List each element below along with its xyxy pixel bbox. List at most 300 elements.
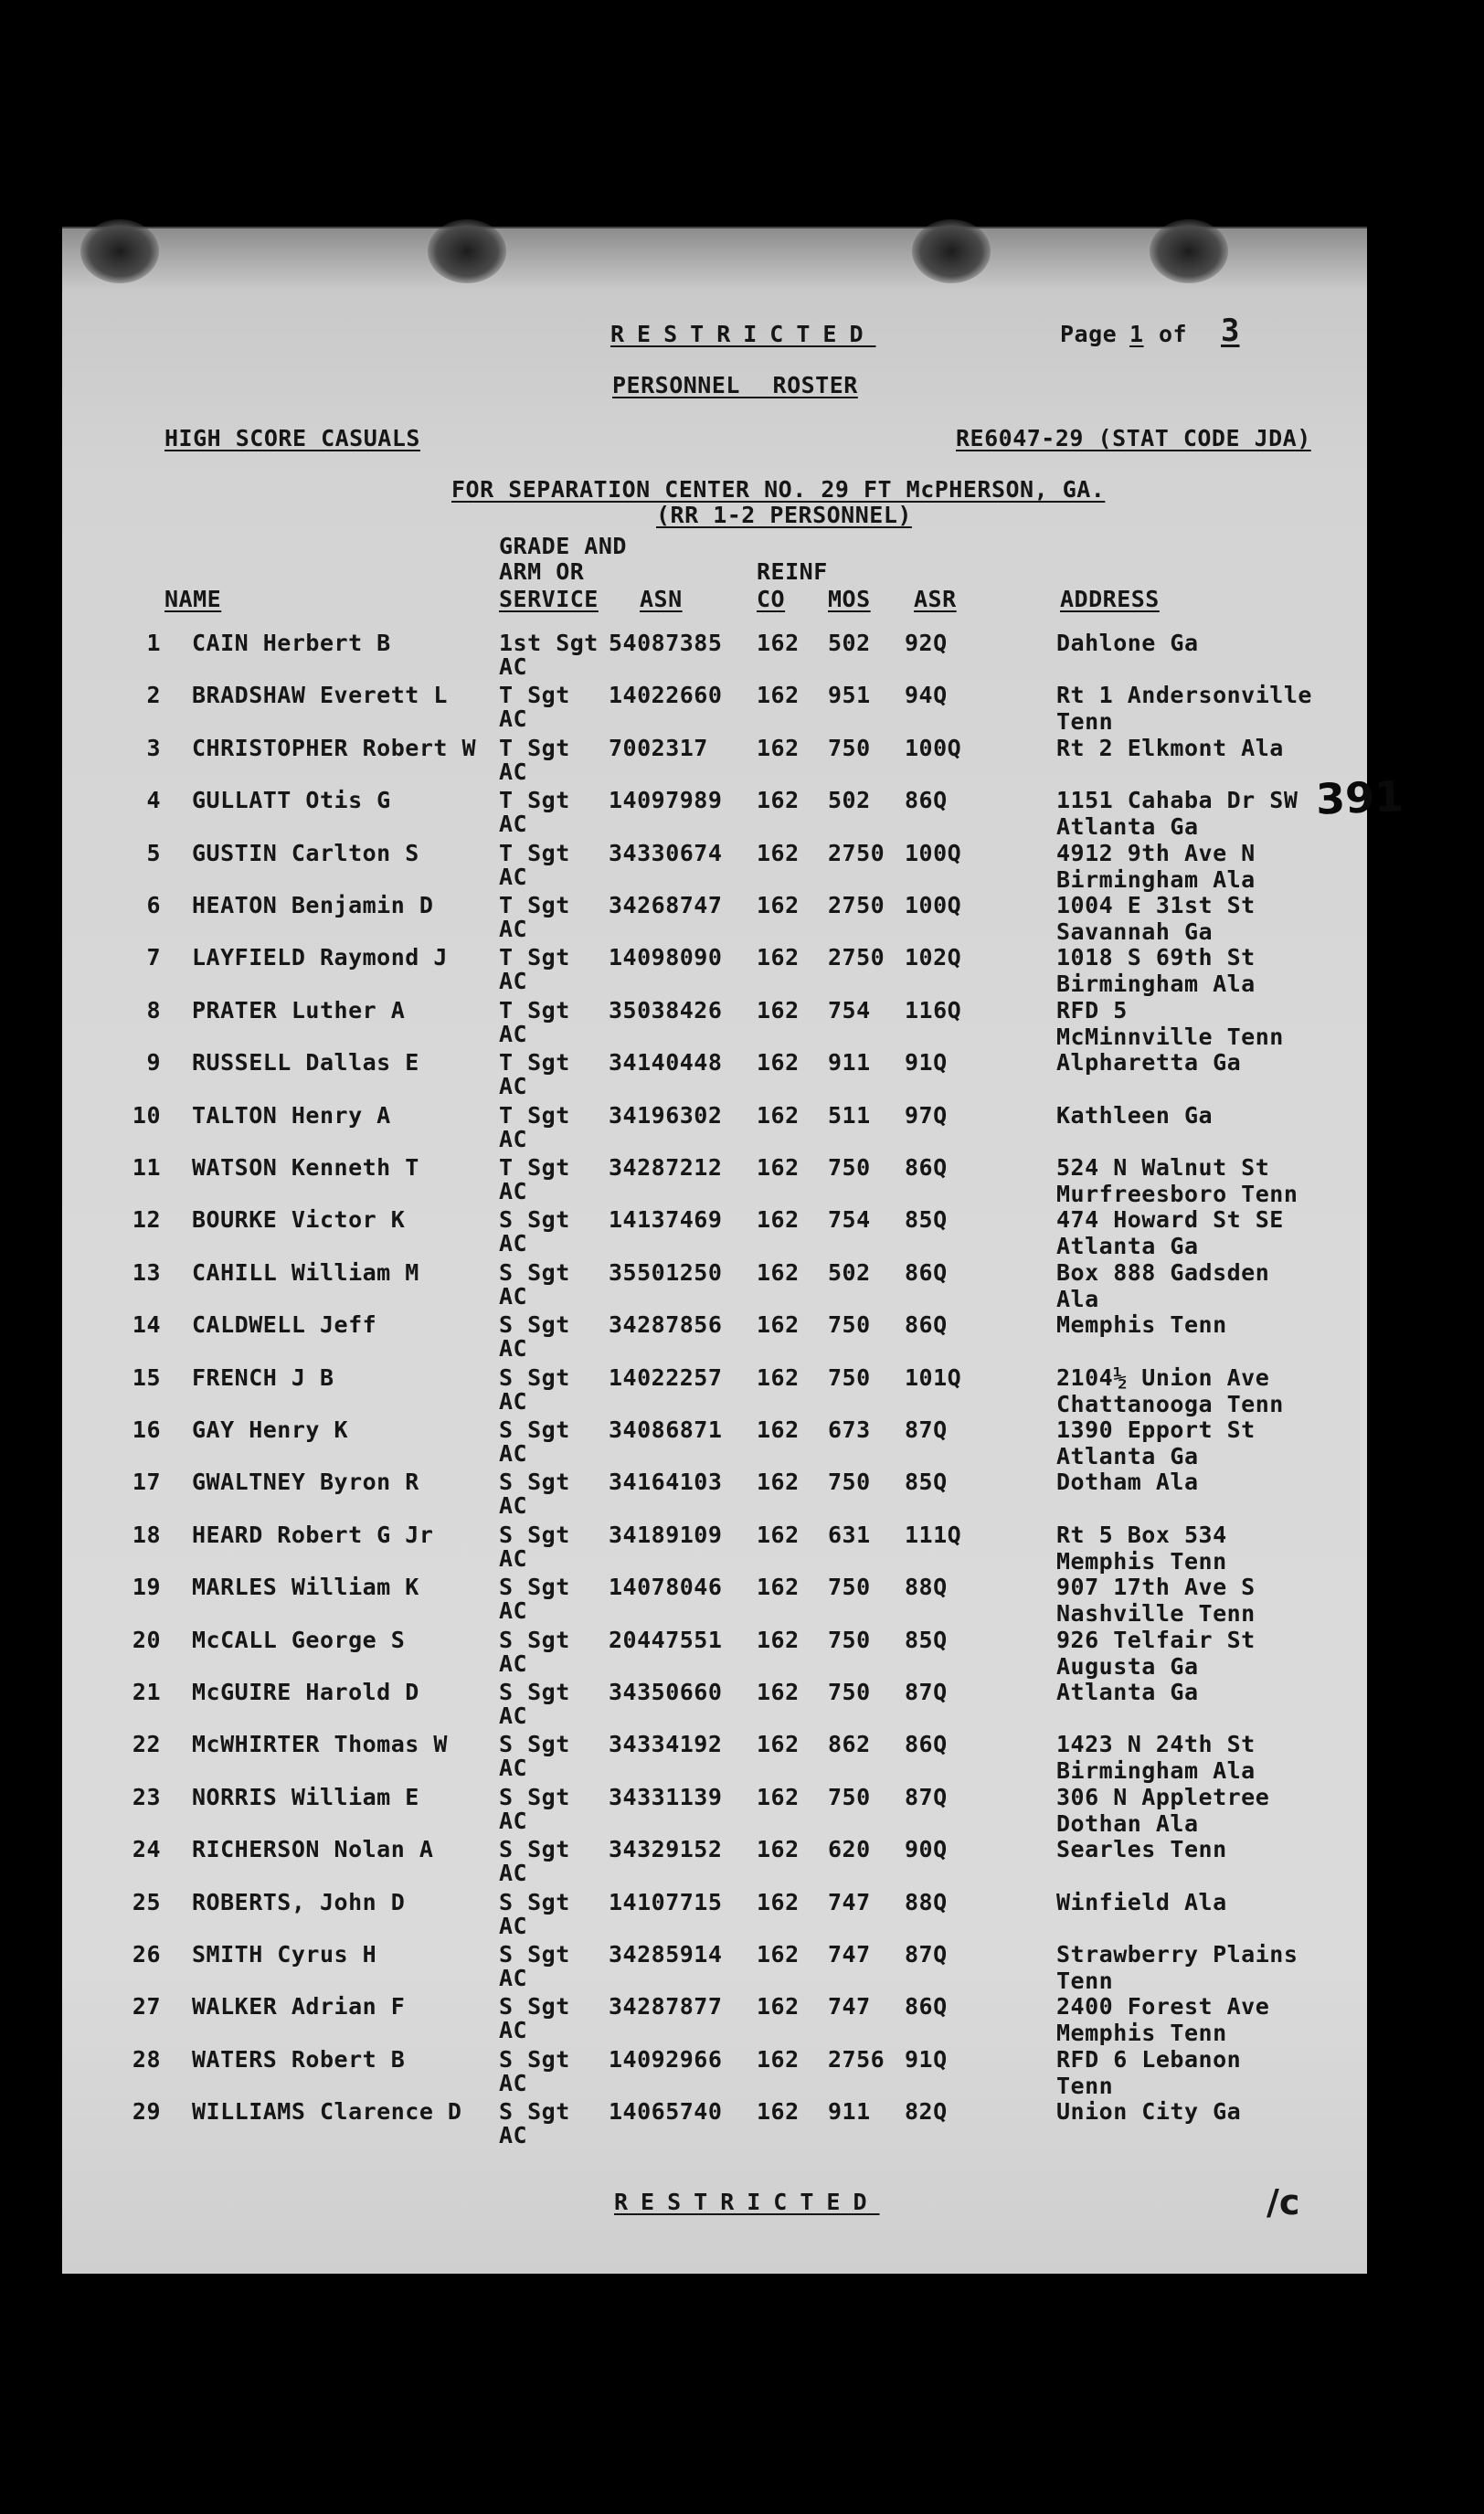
table-row [62, 945, 1367, 998]
row-arm: AC [499, 1912, 528, 1939]
separation-center: FOR SEPARATION CENTER NO. 29 FT McPHERSON, GA. [451, 476, 1106, 503]
row-address-line1: 1390 Epport St [1056, 1416, 1256, 1443]
row-grade: T Sgt [499, 1101, 570, 1129]
row-co: 162 [757, 996, 800, 1024]
row-address-line1: 907 17th Ave S [1056, 1574, 1256, 1601]
table-row [62, 1575, 1367, 1628]
row-name: RUSSELL Dallas E [192, 1049, 419, 1077]
row-address-line1: 306 N Appletree [1056, 1783, 1270, 1810]
row-asn: 14078046 [609, 1574, 723, 1601]
row-number: 16 [132, 1416, 161, 1443]
row-grade: T Sgt [499, 892, 570, 918]
row-grade: S Sgt [499, 1626, 570, 1653]
row-co: 162 [757, 1783, 800, 1810]
row-address-line1: Box 888 Gadsden [1056, 1258, 1270, 1286]
table-row [62, 1155, 1367, 1208]
row-address-line2: Birmingham Ala [1056, 865, 1256, 893]
row-co: 162 [757, 2045, 800, 2073]
col-grade-line2: ARM OR [499, 558, 585, 585]
row-number: 20 [132, 1626, 161, 1653]
row-arm: AC [499, 1860, 528, 1887]
row-name: McCALL George S [192, 1626, 406, 1653]
row-asn: 54087385 [609, 630, 723, 656]
row-address-line2: Dothan Ala [1056, 1809, 1199, 1837]
row-arm: AC [499, 1649, 528, 1677]
row-address-line2: Augusta Ga [1056, 1652, 1199, 1680]
row-arm: AC [499, 863, 528, 890]
row-mos: 673 [828, 1416, 871, 1443]
row-asn: 20447551 [609, 1626, 723, 1653]
row-grade: S Sgt [499, 1836, 570, 1863]
row-arm: AC [499, 758, 528, 785]
row-name: SMITH Cyrus H [192, 1941, 377, 1968]
row-number: 23 [132, 1783, 161, 1810]
row-mos: 750 [828, 734, 871, 761]
row-asn: 34287877 [609, 1993, 723, 2021]
row-mos: 2756 [828, 2045, 885, 2073]
row-arm: AC [499, 1230, 528, 1257]
table-row [62, 2047, 1367, 2100]
row-name: LAYFIELD Raymond J [192, 944, 448, 971]
row-mos: 502 [828, 630, 871, 656]
row-grade: S Sgt [499, 1416, 570, 1443]
row-co: 162 [757, 1521, 800, 1548]
row-name: GULLATT Otis G [192, 787, 391, 814]
row-address-line2: Nashville Tenn [1056, 1600, 1256, 1628]
row-asr: 87Q [905, 1941, 948, 1968]
row-asr: 87Q [905, 1679, 948, 1705]
row-name: McGUIRE Harold D [192, 1679, 419, 1705]
row-number: 28 [132, 2045, 161, 2073]
row-address-line1: 1423 N 24th St [1056, 1731, 1256, 1758]
row-asr: 86Q [905, 1311, 948, 1339]
row-grade: S Sgt [499, 1521, 570, 1548]
row-address-line2: McMinnville Tenn [1056, 1023, 1284, 1050]
row-grade: S Sgt [499, 1363, 570, 1391]
row-co: 162 [757, 1416, 800, 1443]
row-grade: S Sgt [499, 1311, 570, 1339]
row-arm: AC [499, 916, 528, 942]
table-row [62, 1417, 1367, 1470]
row-number: 11 [132, 1154, 161, 1181]
row-address-line2: Atlanta Ga [1056, 813, 1199, 841]
row-number: 29 [132, 2098, 161, 2126]
row-address-line2: Memphis Tenn [1056, 2020, 1227, 2047]
row-co: 162 [757, 1574, 800, 1601]
row-number: 9 [146, 1049, 161, 1077]
row-asn: 14098090 [609, 944, 723, 971]
handwritten-mark: /c [1267, 2182, 1300, 2222]
row-name: FRENCH J B [192, 1363, 334, 1391]
row-mos: 620 [828, 1836, 871, 1863]
row-address-line2: Savannah Ga [1056, 918, 1214, 945]
row-name: CALDWELL Jeff [192, 1311, 377, 1339]
table-row [62, 2099, 1367, 2152]
row-address-line1: 2400 Forest Ave [1056, 1993, 1270, 2021]
punch-hole [80, 219, 159, 283]
row-number: 26 [132, 1941, 161, 1968]
punch-hole [912, 219, 991, 283]
row-number: 3 [146, 734, 161, 761]
row-mos: 747 [828, 1993, 871, 2021]
row-address-line1: Memphis Tenn [1056, 1311, 1227, 1339]
row-address-line2: Memphis Tenn [1056, 1547, 1227, 1575]
row-address-line2: Birmingham Ala [1056, 1757, 1256, 1785]
row-co: 162 [757, 892, 800, 918]
row-arm: AC [499, 1335, 528, 1363]
row-name: GUSTIN Carlton S [192, 839, 419, 866]
row-number: 14 [132, 1311, 161, 1339]
table-row [62, 1312, 1367, 1365]
row-number: 18 [132, 1521, 161, 1548]
row-grade: S Sgt [499, 1993, 570, 2021]
row-number: 24 [132, 1836, 161, 1863]
row-asn: 14022257 [609, 1363, 723, 1391]
row-address-line2: Tenn [1056, 2072, 1114, 2099]
row-address-line1: Dotham Ala [1056, 1469, 1199, 1496]
row-grade: S Sgt [499, 1941, 570, 1968]
row-address-line1: 926 Telfair St [1056, 1626, 1256, 1653]
row-co: 162 [757, 1101, 800, 1129]
row-asn: 35501250 [609, 1258, 723, 1286]
row-asn: 34189109 [609, 1521, 723, 1548]
row-mos: 631 [828, 1521, 871, 1548]
row-asn: 34287212 [609, 1154, 723, 1181]
row-number: 25 [132, 1888, 161, 1915]
row-co: 162 [757, 734, 800, 761]
row-number: 21 [132, 1679, 161, 1705]
row-name: HEATON Benjamin D [192, 892, 434, 918]
row-mos: 750 [828, 1311, 871, 1339]
row-address-line1: Searles Tenn [1056, 1836, 1227, 1863]
row-arm: AC [499, 1440, 528, 1467]
row-co: 162 [757, 1311, 800, 1339]
row-address-line1: 2104½ Union Ave [1056, 1363, 1270, 1391]
row-number: 27 [132, 1993, 161, 2021]
row-asr: 102Q [905, 944, 962, 971]
row-co: 162 [757, 682, 800, 709]
row-mos: 862 [828, 1731, 871, 1758]
row-address-line1: 1018 S 69th St [1056, 944, 1256, 971]
table-row [62, 1680, 1367, 1733]
row-asn: 34350660 [609, 1679, 723, 1705]
table-row [62, 788, 1367, 841]
row-asr: 82Q [905, 2098, 948, 2126]
row-mos: 747 [828, 1941, 871, 1968]
row-name: PRATER Luther A [192, 996, 406, 1024]
row-asr: 116Q [905, 996, 962, 1024]
classification-footer: RESTRICTED [614, 2189, 880, 2215]
row-asr: 86Q [905, 787, 948, 814]
row-co: 162 [757, 2098, 800, 2126]
row-address-line2: Murfreesboro Tenn [1056, 1181, 1298, 1207]
row-co: 162 [757, 944, 800, 971]
row-address-line1: 474 Howard St SE [1056, 1206, 1284, 1234]
row-co: 162 [757, 1679, 800, 1705]
row-asn: 34196302 [609, 1101, 723, 1129]
stamped-number: 391 [1315, 771, 1404, 824]
row-address-line1: Alpharetta Ga [1056, 1049, 1242, 1077]
classification-header: RESTRICTED [610, 321, 876, 347]
table-row [62, 1103, 1367, 1156]
row-arm: AC [499, 653, 528, 680]
table-row [62, 631, 1367, 684]
row-arm: AC [499, 1020, 528, 1047]
row-address-line1: Rt 2 Elkmont Ala [1056, 734, 1284, 761]
row-number: 8 [146, 996, 161, 1024]
row-mos: 747 [828, 1888, 871, 1915]
row-name: WATSON Kenneth T [192, 1154, 419, 1181]
row-address-line1: Kathleen Ga [1056, 1101, 1214, 1129]
row-address-line1: Dahlone Ga [1056, 630, 1199, 656]
row-asr: 90Q [905, 1836, 948, 1863]
table-row [62, 1050, 1367, 1103]
row-arm: AC [499, 1755, 528, 1782]
row-grade: T Sgt [499, 1154, 570, 1181]
row-arm: AC [499, 1965, 528, 1991]
col-name: NAME [164, 586, 222, 612]
row-asr: 101Q [905, 1363, 962, 1391]
punch-hole [428, 219, 506, 283]
row-asn: 34086871 [609, 1416, 723, 1443]
roster-title: PERSONNEL ROSTER [612, 372, 858, 398]
row-mos: 911 [828, 1049, 871, 1077]
row-mos: 750 [828, 1363, 871, 1391]
row-grade: S Sgt [499, 1731, 570, 1758]
row-address-line1: Strawberry Plains [1056, 1941, 1298, 1968]
row-grade: S Sgt [499, 1783, 570, 1810]
row-co: 162 [757, 1731, 800, 1758]
row-grade: T Sgt [499, 787, 570, 814]
row-asn: 34287856 [609, 1311, 723, 1339]
row-asr: 87Q [905, 1783, 948, 1810]
row-address-line2: Atlanta Ga [1056, 1233, 1199, 1260]
table-row [62, 998, 1367, 1051]
col-service: SERVICE [499, 586, 599, 612]
row-asn: 34164103 [609, 1469, 723, 1496]
row-asn: 7002317 [609, 734, 708, 761]
row-mos: 754 [828, 996, 871, 1024]
row-name: CAHILL William M [192, 1258, 419, 1286]
row-asr: 85Q [905, 1206, 948, 1234]
row-arm: AC [499, 2069, 528, 2096]
row-asn: 14065740 [609, 2098, 723, 2126]
row-asr: 86Q [905, 1154, 948, 1181]
row-asr: 85Q [905, 1626, 948, 1653]
row-co: 162 [757, 1049, 800, 1077]
row-address-line1: RFD 6 Lebanon [1056, 2045, 1242, 2073]
row-address-line1: Atlanta Ga [1056, 1679, 1199, 1705]
row-co: 162 [757, 1363, 800, 1391]
roster-page [62, 227, 1404, 2274]
row-arm: AC [499, 968, 528, 995]
row-arm: AC [499, 1807, 528, 1834]
row-grade: T Sgt [499, 734, 570, 761]
row-arm: AC [499, 1125, 528, 1152]
punch-hole [1150, 219, 1228, 283]
row-name: BOURKE Victor K [192, 1206, 406, 1234]
row-asr: 86Q [905, 1258, 948, 1286]
col-grade-line1: GRADE AND [499, 533, 627, 559]
page-label: Page [1060, 321, 1118, 347]
table-row [62, 1837, 1367, 1890]
row-asn: 14022660 [609, 682, 723, 709]
row-mos: 502 [828, 1258, 871, 1286]
row-name: McWHIRTER Thomas W [192, 1731, 448, 1758]
row-co: 162 [757, 839, 800, 866]
row-name: RICHERSON Nolan A [192, 1836, 434, 1863]
row-mos: 911 [828, 2098, 871, 2126]
row-asr: 97Q [905, 1101, 948, 1129]
row-asn: 14097989 [609, 787, 723, 814]
row-address-line1: 524 N Walnut St [1056, 1154, 1270, 1181]
row-name: MARLES William K [192, 1574, 419, 1601]
row-asr: 100Q [905, 734, 962, 761]
row-co: 162 [757, 1836, 800, 1863]
row-address-line2: Ala [1056, 1285, 1099, 1312]
page-total: 3 [1221, 313, 1240, 349]
row-address-line2: Birmingham Ala [1056, 971, 1256, 998]
row-name: CHRISTOPHER Robert W [192, 734, 477, 761]
row-number: 2 [146, 682, 161, 709]
col-mos: MOS [828, 586, 871, 612]
row-arm: AC [499, 705, 528, 733]
col-asn: ASN [640, 586, 683, 612]
row-address-line1: RFD 5 [1056, 996, 1128, 1024]
row-name: ROBERTS, John D [192, 1888, 406, 1915]
row-asr: 94Q [905, 682, 948, 709]
row-mos: 502 [828, 787, 871, 814]
col-reinf: REINF [757, 558, 828, 585]
page-of: of [1159, 321, 1188, 347]
table-row [62, 1890, 1367, 1943]
row-name: WALKER Adrian F [192, 1993, 406, 2021]
row-address-line1: Winfield Ala [1056, 1888, 1227, 1915]
row-name: TALTON Henry A [192, 1101, 391, 1129]
table-row [62, 1469, 1367, 1522]
row-mos: 750 [828, 1469, 871, 1496]
row-co: 162 [757, 787, 800, 814]
row-number: 6 [146, 892, 161, 918]
row-grade: 1st Sgt [499, 630, 599, 656]
row-number: 19 [132, 1574, 161, 1601]
row-grade: S Sgt [499, 1206, 570, 1234]
table-row [62, 1207, 1367, 1260]
row-arm: AC [499, 1073, 528, 1100]
row-grade: S Sgt [499, 1679, 570, 1705]
row-arm: AC [499, 1282, 528, 1310]
col-asr: ASR [914, 586, 957, 612]
page-number: 1 [1129, 321, 1144, 347]
row-address-line2: Tenn [1056, 1968, 1114, 1994]
row-asn: 34329152 [609, 1836, 723, 1863]
row-arm: AC [499, 2017, 528, 2044]
row-mos: 750 [828, 1626, 871, 1653]
col-address: ADDRESS [1060, 586, 1160, 612]
row-address-line1: Rt 5 Box 534 [1056, 1521, 1227, 1548]
row-asr: 100Q [905, 892, 962, 918]
row-number: 13 [132, 1258, 161, 1286]
row-co: 162 [757, 1258, 800, 1286]
row-name: WATERS Robert B [192, 2045, 406, 2073]
row-grade: S Sgt [499, 2045, 570, 2073]
row-mos: 754 [828, 1206, 871, 1234]
row-mos: 511 [828, 1101, 871, 1129]
row-address-line1: 1004 E 31st St [1056, 892, 1256, 918]
row-arm: AC [499, 1703, 528, 1729]
row-asr: 91Q [905, 2045, 948, 2073]
row-asr: 86Q [905, 1993, 948, 2021]
row-co: 162 [757, 1993, 800, 2021]
row-co: 162 [757, 1941, 800, 1968]
row-asn: 14107715 [609, 1888, 723, 1915]
row-address-line1: 4912 9th Ave N [1056, 839, 1256, 866]
table-row [62, 1732, 1367, 1785]
row-name: CAIN Herbert B [192, 630, 391, 656]
row-grade: T Sgt [499, 996, 570, 1024]
table-row [62, 736, 1367, 789]
row-mos: 750 [828, 1679, 871, 1705]
row-grade: S Sgt [499, 1888, 570, 1915]
row-asn: 34268747 [609, 892, 723, 918]
row-number: 5 [146, 839, 161, 866]
row-address-line2: Tenn [1056, 708, 1114, 736]
row-mos: 951 [828, 682, 871, 709]
row-address-line1: Union City Ga [1056, 2098, 1242, 2126]
table-row [62, 893, 1367, 946]
row-address-line1: Rt 1 Andersonville [1056, 682, 1312, 709]
row-asn: 34331139 [609, 1783, 723, 1810]
row-arm: AC [499, 811, 528, 838]
row-number: 22 [132, 1731, 161, 1758]
row-grade: S Sgt [499, 2098, 570, 2126]
row-number: 4 [146, 787, 161, 814]
row-number: 7 [146, 944, 161, 971]
row-name: HEARD Robert G Jr [192, 1521, 434, 1548]
table-row [62, 1994, 1367, 2047]
row-asn: 34334192 [609, 1731, 723, 1758]
roster-group: HIGH SCORE CASUALS [164, 425, 420, 451]
roster-code: RE6047-29 (STAT CODE JDA) [956, 425, 1311, 451]
row-name: NORRIS William E [192, 1783, 419, 1810]
table-row [62, 841, 1367, 894]
row-address-line2: Chattanooga Tenn [1056, 1390, 1284, 1417]
row-mos: 2750 [828, 892, 885, 918]
row-grade: T Sgt [499, 944, 570, 971]
row-number: 12 [132, 1206, 161, 1234]
row-co: 162 [757, 1154, 800, 1181]
row-name: BRADSHAW Everett L [192, 682, 448, 709]
row-asn: 34285914 [609, 1941, 723, 1968]
row-co: 162 [757, 630, 800, 656]
row-asn: 34140448 [609, 1049, 723, 1077]
row-asr: 100Q [905, 839, 962, 866]
row-address-line1: 1151 Cahaba Dr SW [1056, 787, 1298, 814]
row-grade: S Sgt [499, 1258, 570, 1286]
row-mos: 750 [828, 1574, 871, 1601]
row-co: 162 [757, 1206, 800, 1234]
row-mos: 2750 [828, 944, 885, 971]
row-asr: 85Q [905, 1469, 948, 1496]
row-asr: 88Q [905, 1888, 948, 1915]
table-row [62, 1942, 1367, 1995]
row-asr: 87Q [905, 1416, 948, 1443]
row-arm: AC [499, 1178, 528, 1204]
row-grade: S Sgt [499, 1469, 570, 1496]
row-co: 162 [757, 1888, 800, 1915]
table-row [62, 1785, 1367, 1838]
table-row [62, 683, 1367, 736]
